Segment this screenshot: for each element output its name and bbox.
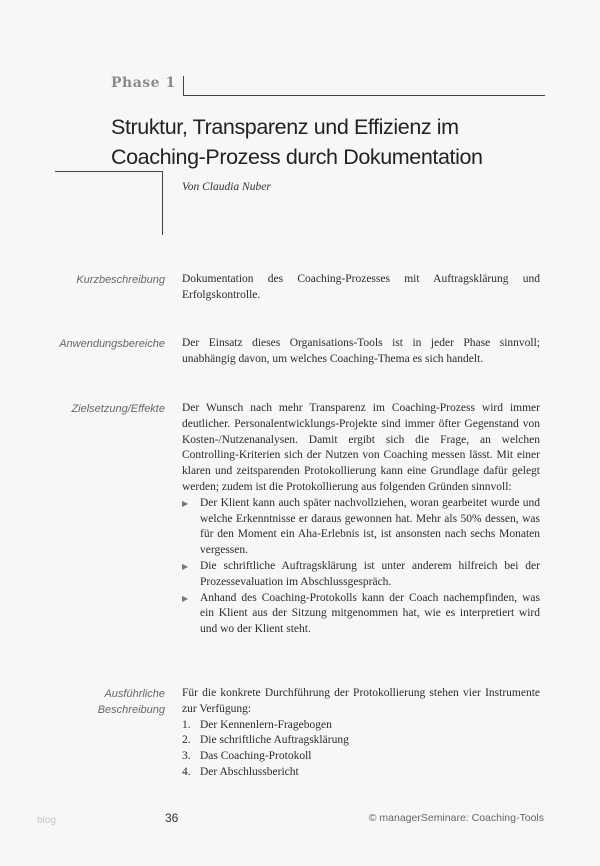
- title-line-1: Struktur, Transparenz und Effizienz im: [111, 115, 459, 139]
- paragraph: Dokumentation des Coaching-Prozesses mit Auftragsklärung und Erfolgskontrolle.: [182, 273, 540, 301]
- author-vertical-rule: [162, 171, 163, 235]
- watermark-text: blog: [37, 815, 56, 826]
- page-title: [111, 112, 551, 172]
- section-label: Kurzbeschreibung: [76, 274, 165, 286]
- section-body: [182, 686, 540, 781]
- list-number: 1.: [182, 718, 191, 731]
- section-label-line-1: Ausführliche: [104, 688, 165, 700]
- section-body: [182, 401, 540, 638]
- header-vertical-rule: [183, 76, 184, 96]
- paragraph: Für die konkrete Durchführung der Protokollierung stehen vier Instrumente zur Verfügung:: [182, 687, 540, 715]
- bullet-list: [182, 496, 540, 638]
- list-item-text: Der Klient kann auch später nachvollziehen, woran gearbeitet wurde und welche Erkenntnisse er daraus gewonnen hat. Mehr als 50% dessen, was für den Moment ein Aha-Erlebnis ist, ist ansonsten nach sechs Monaten vergessen.: [200, 496, 540, 557]
- section-label: [20, 686, 165, 718]
- list-item: [182, 749, 540, 765]
- triangle-bullet-icon: ▶: [182, 561, 189, 571]
- list-item-text: Anhand des Coaching-Protokolls kann der Coach nachempfinden, was ein Klient aus der Sitzung mitgenommen hat, wie es interpretiert wird und wo der Klient steht.: [200, 591, 540, 636]
- list-item: [182, 718, 540, 734]
- paragraph: Der Wunsch nach mehr Transparenz im Coaching-Prozess wird immer deutlicher. Personalentwicklungs-Projekte sind immer öfter Gegenstand von Kosten-/Nutzenanalysen. Damit ergibt sich die Frage, an welchen Controlling-Kriterien sich der Nutzen von Coaching messen lässt. Mit einer klaren und zeitsparenden Protokollierung kann eine Grundlage dafür gelegt werden; zudem ist die Protokollierung aus folgenden Gründen sinnvoll:: [182, 402, 540, 493]
- section-body: [182, 272, 540, 304]
- phase-label: Phase 1: [111, 75, 176, 91]
- author-horizontal-rule: [55, 171, 163, 172]
- page-number: 36: [165, 811, 179, 825]
- list-item: [182, 559, 540, 591]
- paragraph: Der Einsatz dieses Organisations-Tools ist in jeder Phase sinnvoll; unabhängig davon, um welches Coaching-Thema es sich handelt.: [182, 337, 540, 365]
- list-number: 3.: [182, 750, 191, 763]
- section-body: [182, 336, 540, 368]
- list-item: [182, 591, 540, 638]
- section-label: Zielsetzung/Effekte: [71, 403, 165, 415]
- title-line-2: Coaching-Prozess durch Dokumentation: [111, 145, 483, 169]
- list-item-text: Der Kennenlern-Fragebogen: [200, 718, 332, 731]
- copyright-footer: © managerSeminare: Coaching-Tools: [368, 812, 544, 824]
- numbered-list: [182, 718, 540, 781]
- list-item-text: Die schriftliche Auftragsklärung: [200, 734, 349, 747]
- author-byline: Von Claudia Nuber: [182, 181, 271, 193]
- list-item: [182, 496, 540, 559]
- section-label: Anwendungsbereiche: [59, 338, 165, 350]
- list-item-text: Der Abschlussbericht: [200, 765, 299, 778]
- header-horizontal-rule: [183, 95, 545, 96]
- list-number: 2.: [182, 734, 191, 747]
- list-number: 4.: [182, 765, 191, 778]
- section-label-line-2: Beschreibung: [97, 704, 165, 716]
- list-item-text: Das Coaching-Protokoll: [200, 750, 312, 763]
- triangle-bullet-icon: ▶: [182, 593, 189, 603]
- list-item: [182, 765, 540, 781]
- list-item: [182, 733, 540, 749]
- triangle-bullet-icon: ▶: [182, 498, 189, 508]
- list-item-text: Die schriftliche Auftragsklärung ist unter anderem hilfreich bei der Prozessevaluation im Abschlussgespräch.: [200, 559, 540, 588]
